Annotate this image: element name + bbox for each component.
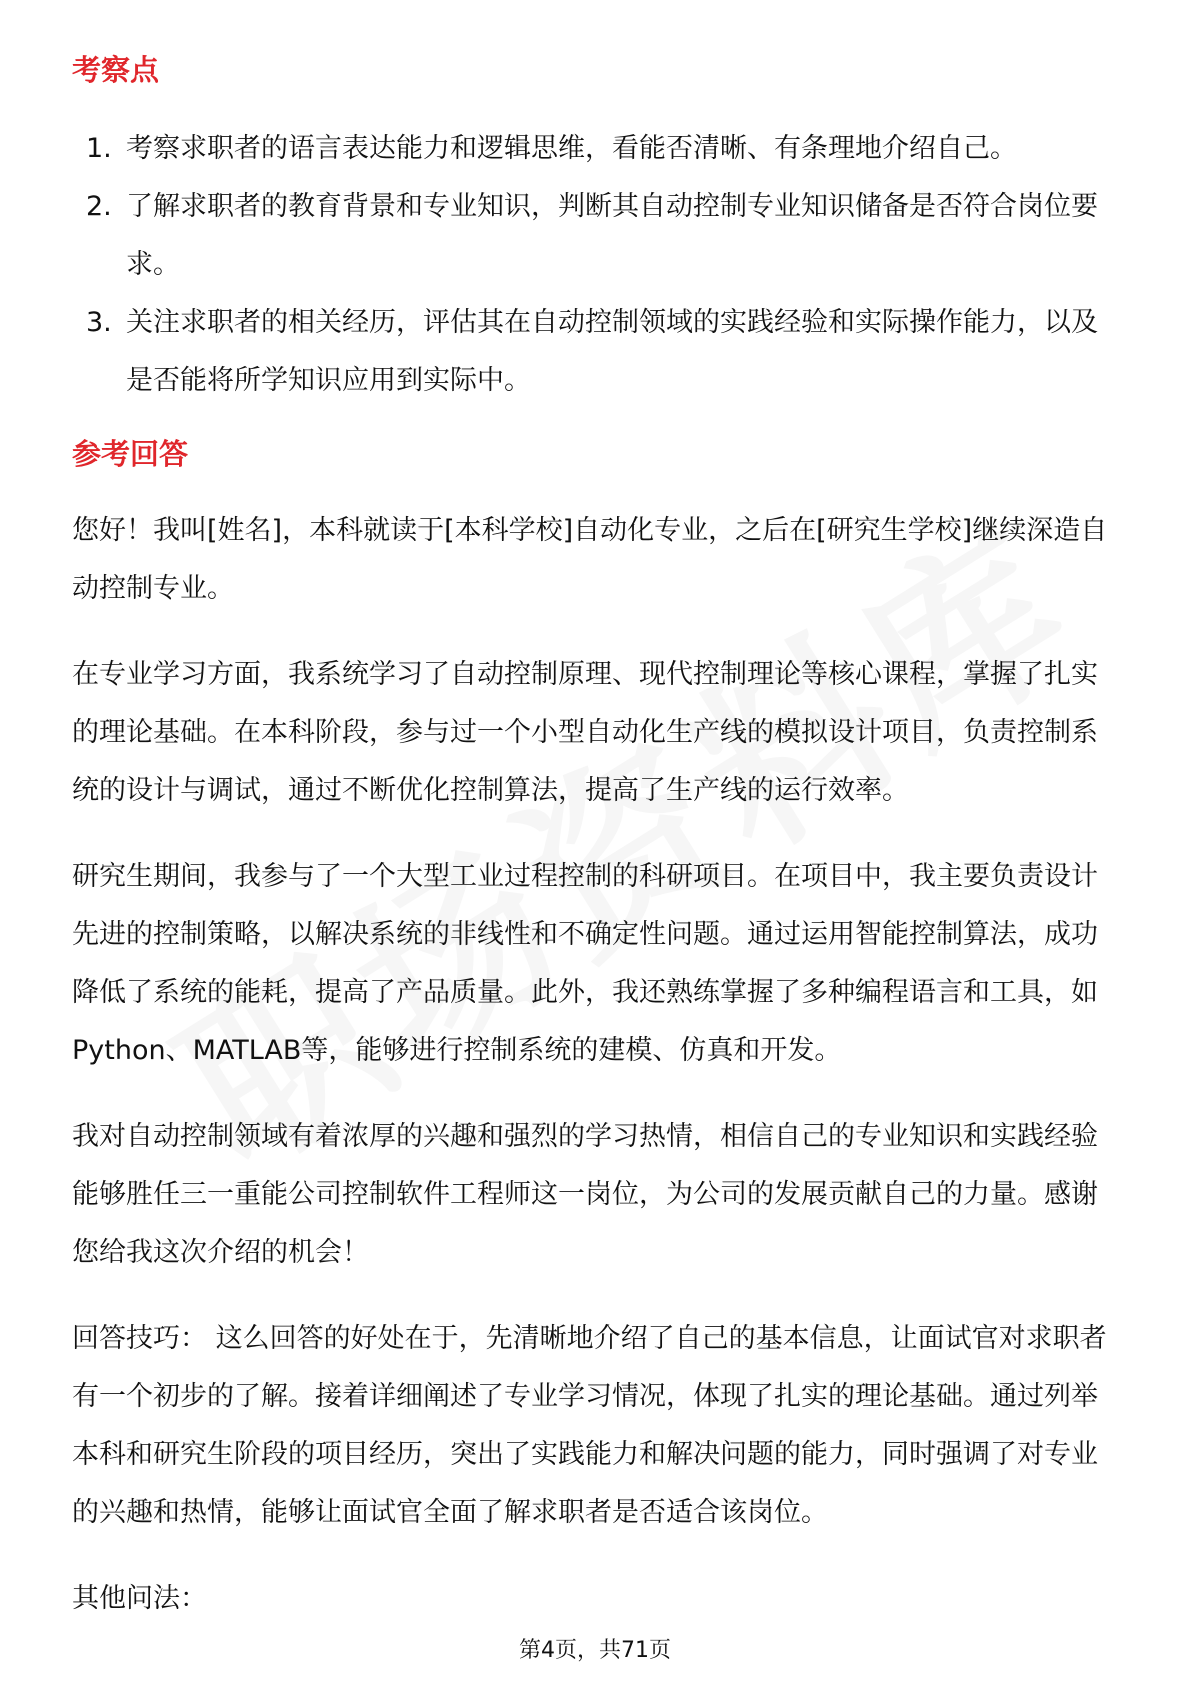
list-item: [72, 178, 1122, 294]
list-item-text: 关注求职者的相关经历，评估其在自动控制领域的实践经验和实际操作能力，以及是否能将所学知识应用到实际中。: [126, 307, 1098, 396]
list-item: [72, 120, 1122, 178]
answer-paragraph-intro: 您好！我叫[姓名]，本科就读于[本科学校]自动化专业，之后在[研究生学校]继续深造自动控制专业。: [72, 515, 1108, 604]
answer-paragraph-closing: 我对自动控制领域有着浓厚的兴趣和强烈的学习热情，相信自己的专业知识和实践经验能够胜任三一重能公司控制软件工程师这一岗位，为公司的发展贡献自己的力量。感谢您给我这次介绍的机会！: [72, 1121, 1098, 1268]
list-item-text: 了解求职者的教育背景和专业知识，判断其自动控制专业知识储备是否符合岗位要求。: [126, 191, 1098, 280]
exam-points-list: [72, 120, 1122, 410]
list-item-number: 2.: [86, 191, 112, 222]
list-item-number: 1.: [86, 133, 112, 164]
list-item-number: 3.: [86, 307, 112, 338]
section-heading-exam-points: 考察点: [72, 53, 160, 87]
list-item: [72, 294, 1122, 410]
answer-tips-paragraph: 回答技巧： 这么回答的好处在于，先清晰地介绍了自己的基本信息，让面试官对求职者有一个初步的了解。接着详细阐述了专业学习情况，体现了扎实的理论基础。通过列举本科和研究生阶段的项目经历，突出了实践能力和解决问题的能力，同时强调了对专业的兴趣和热情，能够让面试官全面了解求职者是否适合该岗位。: [72, 1323, 1107, 1528]
answer-paragraph-graduate: 研究生期间，我参与了一个大型工业过程控制的科研项目。在项目中，我主要负责设计先进的控制策略，以解决系统的非线性和不确定性问题。通过运用智能控制算法，成功降低了系统的能耗，提高了产品质量。此外，我还熟练掌握了多种编程语言和工具，如Python、MATLAB等，能够进行控制系统的建模、仿真和开发。: [72, 861, 1098, 1066]
list-item-text: 考察求职者的语言表达能力和逻辑思维，看能否清晰、有条理地介绍自己。: [126, 133, 1017, 164]
answer-paragraph-study: 在专业学习方面，我系统学习了自动控制原理、现代控制理论等核心课程，掌握了扎实的理论基础。在本科阶段，参与过一个小型自动化生产线的模拟设计项目，负责控制系统的设计与调试，通过不断优化控制算法，提高了生产线的运行效率。: [72, 659, 1098, 806]
other-questions-label: 其他问法：: [72, 1583, 207, 1614]
page-number-footer: 第4页，共71页: [519, 1638, 671, 1663]
section-heading-reference-answer: 参考回答: [72, 437, 189, 471]
